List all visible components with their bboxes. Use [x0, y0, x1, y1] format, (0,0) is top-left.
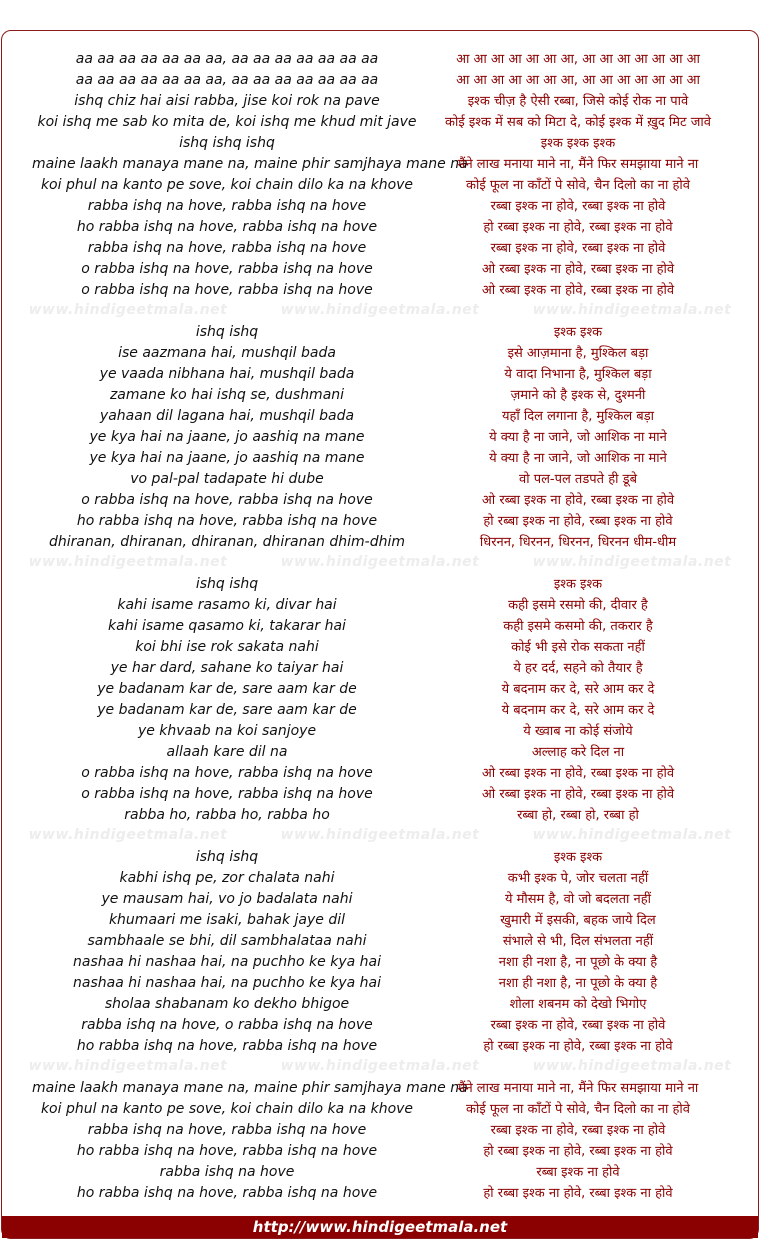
english-lyric-line: ho rabba ishq na hove, rabba ishq na hove [76, 1143, 378, 1159]
hindi-lyric-line: संभाले से भी, दिल संभलता नहीं [502, 934, 654, 949]
english-lyric-line: ho rabba ishq na hove, rabba ishq na hove [76, 1038, 378, 1054]
hindi-lyric-line: कभी इश्क पे, जोर चलता नहीं [507, 871, 649, 886]
watermark-text: www.hindigeetmala.net [532, 302, 732, 318]
stanza-gap [32, 553, 422, 574]
hindi-lyric-line: रब्बा हो, रब्बा हो, रब्बा हो [517, 808, 639, 823]
hindi-lyric-line: रब्बा इश्क ना होवे [536, 1165, 620, 1180]
hindi-lyric-line: ये मौसम है, वो जो बदलता नहीं [504, 892, 652, 907]
english-lyric-line: o rabba ishq na hove, rabba ishq na hove [81, 282, 373, 298]
english-lyric-line: koi phul na kanto pe sove, koi chain dilo ka na khove [40, 1101, 414, 1117]
english-lyric-line: kahi isame rasamo ki, divar hai [117, 597, 337, 613]
english-lyric-line: rabba ishq na hove, rabba ishq na hove [87, 1122, 367, 1138]
hindi-lyric-line: ये बदनाम कर दे, सरे आम कर दे [501, 682, 655, 697]
english-lyric-line: ishq ishq [195, 324, 259, 340]
english-lyric-line: ye badanam kar de, sare aam kar de [97, 681, 357, 697]
english-lyric-line: allaah kare dil na [166, 744, 288, 760]
english-lyric-line: ishq ishq ishq [179, 135, 275, 151]
hindi-lyric-line: रब्बा इश्क ना होवे, रब्बा इश्क ना होवे [490, 199, 666, 214]
english-lyric-line: sambhaale se bhi, dil sambhalataa nahi [87, 933, 367, 949]
hindi-lyric-line: इश्क इश्क इश्क [540, 136, 616, 151]
hindi-lyric-line: रब्बा इश्क ना होवे, रब्बा इश्क ना होवे [490, 1018, 666, 1033]
watermark-text: www.hindigeetmala.net [532, 1058, 732, 1074]
english-lyric-line: ise aazmana hai, mushqil bada [118, 345, 336, 361]
stanza-gap [398, 1057, 758, 1078]
stanza-gap [32, 301, 422, 322]
english-lyric-line: o rabba ishq na hove, rabba ishq na hove [81, 261, 373, 277]
hindi-lyric-line: खुमारी में इसकी, बहक जाये दिल [500, 913, 656, 928]
hindi-lyric-line: ये हर दर्द, सहने को तैयार है [513, 661, 643, 676]
hindi-lyric-line: हो रब्बा इश्क ना होवे, रब्बा इश्क ना होवे [483, 220, 673, 235]
hindi-lyric-line: इश्क इश्क [553, 577, 603, 592]
watermark-text: www.hindigeetmala.net [280, 827, 480, 843]
english-lyric-line: aa aa aa aa aa aa aa, aa aa aa aa aa aa aa [75, 72, 379, 88]
hindi-lyric-line: ये वादा निभाना है, मुश्किल बड़ा [504, 367, 652, 382]
hindi-lyric-line: आ आ आ आ आ आ आ, आ आ आ आ आ आ आ [456, 73, 700, 88]
english-lyric-line: yahaan dil lagana hai, mushqil bada [99, 408, 355, 424]
hindi-lyric-line: मैंने लाख मनाया माने ना, मैंने फिर समझाया माने ना [457, 1081, 699, 1096]
english-lyric-line: o rabba ishq na hove, rabba ishq na hove [81, 492, 373, 508]
hindi-lyric-line: ज़माने को है इश्क से, दुश्मनी [510, 388, 646, 403]
site-url-link[interactable]: http://www.hindigeetmala.net [252, 1218, 508, 1236]
english-lyric-line: vo pal-pal tadapate hi dube [130, 471, 324, 487]
english-lyric-line: rabba ishq na hove, o rabba ishq na hove [81, 1017, 373, 1033]
english-lyric-line: ye kya hai na jaane, jo aashiq na mane [89, 450, 365, 466]
hindi-lyric-line: ये क्या है ना जाने, जो आशिक ना माने [489, 451, 667, 466]
watermark-text: www.hindigeetmala.net [280, 554, 480, 570]
hindi-lyric-line: ओ रब्बा इश्क ना होवे, रब्बा इश्क ना होवे [481, 283, 675, 298]
english-lyric-line: ho rabba ishq na hove, rabba ishq na hove [76, 219, 378, 235]
english-lyric-line: maine laakh manaya mane na, maine phir samjhaya mane na [32, 1080, 468, 1096]
english-lyric-line: ho rabba ishq na hove, rabba ishq na hove [76, 513, 378, 529]
english-lyric-line: ye khvaab na koi sanjoye [137, 723, 317, 739]
english-lyric-line: o rabba ishq na hove, rabba ishq na hove [81, 786, 373, 802]
stanza-gap [398, 826, 758, 847]
hindi-lyric-line: ओ रब्बा इश्क ना होवे, रब्बा इश्क ना होवे [481, 787, 675, 802]
stanza-gap [398, 553, 758, 574]
hindi-lyric-line: शोला शबनम को देखो भिगोए [509, 997, 647, 1012]
english-lyric-line: khumaari me isaki, bahak jaye dil [108, 912, 346, 928]
hindi-lyric-line: रब्बा इश्क ना होवे, रब्बा इश्क ना होवे [490, 1123, 666, 1138]
english-lyrics-column [32, 49, 468, 1204]
footer-bar [2, 1216, 758, 1238]
hindi-lyric-line: इश्क इश्क [553, 325, 603, 340]
english-lyric-line: nashaa hi nashaa hai, na puchho ke kya hai [73, 954, 381, 970]
english-lyric-line: ye kya hai na jaane, jo aashiq na mane [89, 429, 365, 445]
watermark-text: www.hindigeetmala.net [532, 554, 732, 570]
english-lyric-line: o rabba ishq na hove, rabba ishq na hove [81, 765, 373, 781]
english-lyric-line: ye badanam kar de, sare aam kar de [97, 702, 357, 718]
hindi-lyric-line: कही इसमे रसमो की, दीवार है [508, 598, 648, 613]
stanza-gap [398, 301, 758, 322]
lyrics-page [1, 30, 759, 1239]
hindi-lyric-line: कोई इश्क में सब को मिटा दे, कोई इश्क में ख़ुद मिट जावे [445, 115, 711, 130]
english-lyric-line: ishq ishq [195, 576, 259, 592]
hindi-lyric-line: हो रब्बा इश्क ना होवे, रब्बा इश्क ना होवे [483, 1144, 673, 1159]
english-lyric-line: rabba ishq na hove, rabba ishq na hove [87, 240, 367, 256]
english-lyric-line: ye mausam hai, vo jo badalata nahi [101, 891, 353, 907]
english-lyric-line: koi ishq me sab ko mita de, koi ishq me khud mit jave [37, 114, 417, 130]
english-lyric-line: nashaa hi nashaa hai, na puchho ke kya hai [73, 975, 381, 991]
english-lyric-line: rabba ho, rabba ho, rabba ho [124, 807, 330, 823]
english-lyric-line: koi phul na kanto pe sove, koi chain dilo ka na khove [40, 177, 414, 193]
watermark-text: www.hindigeetmala.net [532, 827, 732, 843]
hindi-lyric-line: नशा ही नशा है, ना पूछो के क्या है [498, 955, 658, 970]
hindi-lyric-line: इश्क इश्क [553, 850, 603, 865]
watermark-text: www.hindigeetmala.net [280, 302, 480, 318]
english-lyric-line: ishq ishq [195, 849, 259, 865]
english-lyric-line: ye har dard, sahane ko taiyar hai [110, 660, 344, 676]
english-lyric-line: zamane ko hai ishq se, dushmani [109, 387, 345, 403]
english-lyric-line: aa aa aa aa aa aa aa, aa aa aa aa aa aa aa [75, 51, 379, 67]
hindi-lyric-line: हो रब्बा इश्क ना होवे, रब्बा इश्क ना होवे [483, 514, 673, 529]
watermark-text: www.hindigeetmala.net [28, 1058, 228, 1074]
hindi-lyric-line: ओ रब्बा इश्क ना होवे, रब्बा इश्क ना होवे [481, 766, 675, 781]
watermark-text: www.hindigeetmala.net [280, 1058, 480, 1074]
hindi-lyric-line: हो रब्बा इश्क ना होवे, रब्बा इश्क ना होवे [483, 1039, 673, 1054]
hindi-lyric-line: ये ख्वाब ना कोई संजोये [523, 724, 633, 739]
english-lyric-line: koi bhi ise rok sakata nahi [135, 639, 319, 655]
hindi-lyric-line: धिरनन, धिरनन, धिरनन, धिरनन धीम-धीम [479, 535, 677, 550]
english-lyric-line: rabba ishq na hove, rabba ishq na hove [87, 198, 367, 214]
hindi-lyric-line: ओ रब्बा इश्क ना होवे, रब्बा इश्क ना होवे [481, 262, 675, 277]
english-lyric-line: kahi isame qasamo ki, takarar hai [108, 618, 346, 634]
hindi-lyric-line: यहाँ दिल लगाना है, मुश्किल बड़ा [501, 409, 655, 424]
hindi-lyric-line: कोई भी इसे रोक सकता नहीं [511, 640, 645, 655]
english-lyric-line: maine laakh manaya mane na, maine phir samjhaya mane na [32, 156, 468, 172]
english-lyric-line: sholaa shabanam ko dekho bhigoe [104, 996, 350, 1012]
hindi-lyric-line: कही इसमे कसमो की, तकरार है [503, 619, 653, 634]
hindi-lyric-line: रब्बा इश्क ना होवे, रब्बा इश्क ना होवे [490, 241, 666, 256]
english-lyric-line: rabba ishq na hove [159, 1164, 295, 1180]
hindi-lyric-line: इश्क चीज़ है ऐसी रब्बा, जिसे कोई रोक ना पावे [467, 94, 689, 109]
hindi-lyric-line: ओ रब्बा इश्क ना होवे, रब्बा इश्क ना होवे [481, 493, 675, 508]
english-lyric-line: ho rabba ishq na hove, rabba ishq na hove [76, 1185, 378, 1201]
stanza-gap [32, 826, 422, 847]
hindi-lyrics-column [398, 49, 758, 1204]
watermark-text: www.hindigeetmala.net [28, 302, 228, 318]
hindi-lyric-line: कोई फूल ना काँटों पे सोवे, चैन दिलो का ना होवे [466, 1102, 690, 1117]
english-lyric-line: dhiranan, dhiranan, dhiranan, dhiranan dhim-dhim [48, 534, 405, 550]
hindi-lyric-line: नशा ही नशा है, ना पूछो के क्या है [498, 976, 658, 991]
english-lyric-line: ye vaada nibhana hai, mushqil bada [99, 366, 355, 382]
hindi-lyric-line: कोई फूल ना काँटों पे सोवे, चैन दिलो का ना होवे [466, 178, 690, 193]
watermark-text: www.hindigeetmala.net [28, 554, 228, 570]
hindi-lyric-line: इसे आज़माना है, मुश्किल बड़ा [507, 346, 649, 361]
watermark-text: www.hindigeetmala.net [28, 827, 228, 843]
hindi-lyric-line: वो पल-पल तडपते ही डूबे [518, 472, 638, 487]
hindi-lyric-line: आ आ आ आ आ आ आ, आ आ आ आ आ आ आ [456, 52, 700, 67]
hindi-lyric-line: ये क्या है ना जाने, जो आशिक ना माने [489, 430, 667, 445]
hindi-lyric-line: मैंने लाख मनाया माने ना, मैंने फिर समझाया माने ना [457, 157, 699, 172]
hindi-lyric-line: ये बदनाम कर दे, सरे आम कर दे [501, 703, 655, 718]
stanza-gap [32, 1057, 422, 1078]
english-lyric-line: ishq chiz hai aisi rabba, jise koi rok na pave [74, 93, 380, 109]
english-lyric-line: kabhi ishq pe, zor chalata nahi [119, 870, 335, 886]
hindi-lyric-line: अल्लाह करे दिल ना [531, 745, 625, 760]
hindi-lyric-line: हो रब्बा इश्क ना होवे, रब्बा इश्क ना होवे [483, 1186, 673, 1201]
